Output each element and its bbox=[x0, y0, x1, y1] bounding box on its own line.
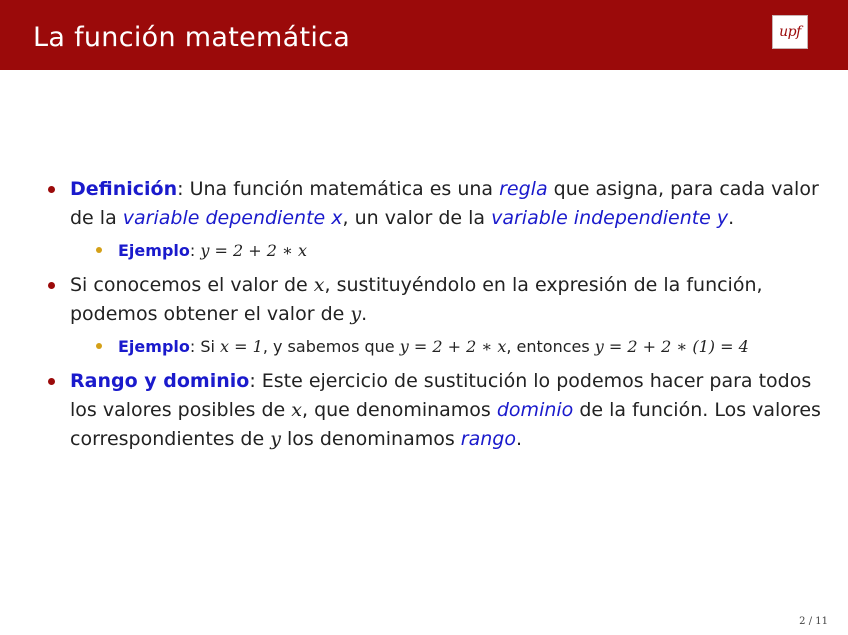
text: : Este ejercicio de sustitución lo podemos hacer para todos los valores posibles de bbox=[70, 370, 812, 421]
text: que asigna, para cada valor de la bbox=[70, 178, 819, 229]
emphasis: regla bbox=[499, 178, 548, 200]
math-expression: y = 2 + 2 ∗ (1) = 4 bbox=[594, 337, 749, 356]
math-expression: y = 2 + 2 ∗ x bbox=[399, 337, 507, 356]
bullet-dot bbox=[48, 282, 55, 289]
emphasis: rango bbox=[460, 428, 516, 450]
text: de la función. Los valores correspondientes de bbox=[70, 399, 821, 450]
bullet-sustitucion bbox=[48, 271, 838, 329]
sub-bullet-ejemplo-1 bbox=[48, 239, 838, 263]
text: , y sabemos que bbox=[262, 337, 400, 356]
keyword: Rango y dominio bbox=[70, 370, 250, 392]
sub-bullet-dot bbox=[96, 343, 102, 349]
slide-title: La función matemática bbox=[33, 22, 351, 53]
logo-text: upf bbox=[779, 24, 801, 40]
text: . bbox=[361, 303, 368, 325]
text: los denominamos bbox=[280, 428, 461, 450]
text: : Una función matemática es una bbox=[177, 178, 500, 200]
math-variable: x bbox=[291, 399, 302, 421]
bullet-dot bbox=[48, 378, 55, 385]
slide-header bbox=[0, 0, 848, 70]
upf-logo bbox=[772, 15, 808, 49]
text: , que denominamos bbox=[302, 399, 497, 421]
text: Si conocemos el valor de bbox=[70, 274, 314, 296]
sub-bullet-dot bbox=[96, 247, 102, 253]
bullet-rango-dominio bbox=[48, 367, 838, 454]
emphasis: variable independiente y bbox=[491, 207, 729, 229]
keyword: Definición bbox=[70, 178, 178, 200]
emphasis: dominio bbox=[496, 399, 574, 421]
sub-bullet-ejemplo-2 bbox=[48, 335, 838, 359]
math-variable: y bbox=[350, 303, 362, 325]
bullet-dot bbox=[48, 186, 55, 193]
text: . bbox=[728, 207, 735, 229]
page-number: 2 / 11 bbox=[799, 616, 828, 627]
keyword: Ejemplo bbox=[118, 241, 190, 260]
keyword: Ejemplo bbox=[118, 337, 190, 356]
math-variable: x bbox=[313, 274, 325, 296]
text: , un valor de la bbox=[342, 207, 492, 229]
text: , entonces bbox=[506, 337, 595, 356]
math-expression: y = 2 + 2 ∗ x bbox=[200, 241, 307, 260]
text: : Si bbox=[189, 337, 221, 356]
math-variable: y bbox=[270, 428, 281, 450]
slide-content bbox=[48, 175, 838, 454]
text: . bbox=[515, 428, 523, 450]
text: , sustituyéndolo en la expresión de la función, podemos obtener el valor de bbox=[70, 274, 763, 325]
bullet-definicion bbox=[48, 175, 838, 233]
math-expression: x = 1 bbox=[220, 337, 263, 356]
text: : bbox=[189, 241, 201, 260]
emphasis: variable dependiente x bbox=[122, 207, 343, 229]
